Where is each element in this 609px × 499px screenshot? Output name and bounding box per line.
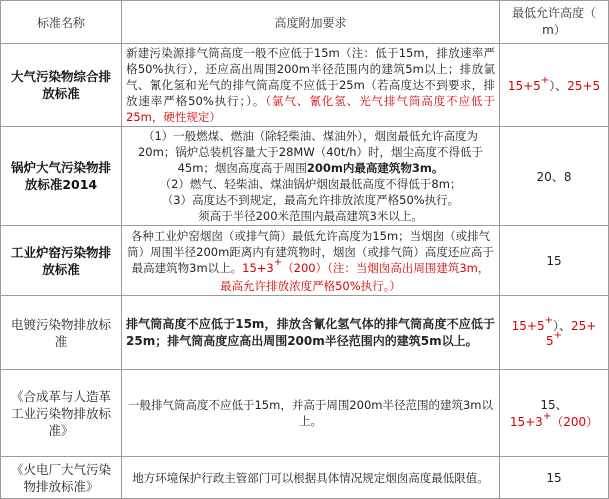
- requirement-text: 一般排气筒高度不应低于15m，并高于周围200m半径范围的建筑3m以上。: [122, 370, 500, 457]
- requirement-p1-bold: 200m内最高建筑物3m。: [306, 161, 444, 175]
- requirement-red-sup: +: [273, 256, 283, 268]
- value-b: （200）: [551, 415, 599, 429]
- value-prefix: 15、: [540, 398, 568, 412]
- min-height-value: [500, 296, 609, 370]
- requirement-text: 地方环境保护行政主管部门可以根据具体情况规定烟囱高度最低限值。: [122, 457, 500, 499]
- min-height-value: 15: [500, 457, 609, 499]
- requirement-p1: （1）一般燃煤、燃油（除轻柴油、煤油外），烟囱最低允许高度为20m；锅炉总装机容量大于28MW（40t/h）时，烟尘高度不得低于45m；烟囱高度高于周围: [137, 129, 484, 175]
- min-height-value: 20、8: [500, 127, 609, 226]
- requirement-p2: （2）燃气、轻柴油、煤油锅炉烟囱最低高度不得低于8m；: [159, 177, 462, 191]
- min-height-value: 15: [500, 226, 609, 296]
- header-min-height: [500, 1, 609, 44]
- table-row: [1, 44, 609, 127]
- standard-name: 《合成革与人造革工业污染物排放标准》: [1, 370, 122, 457]
- requirement-red-paren: （200）: [282, 260, 328, 275]
- standard-name: 大气污染物综合排放标准: [1, 44, 122, 127]
- requirement-text: [122, 226, 500, 296]
- value-a: 15+5: [511, 319, 545, 333]
- standard-name: 《火电厂大气污染物排放标准》: [1, 457, 122, 499]
- value-sep: ）、: [553, 319, 572, 333]
- requirement-text: [122, 44, 500, 127]
- value-a: 15+5: [507, 78, 541, 93]
- table-row: [1, 127, 609, 226]
- requirement-normal: 各种工业炉窑烟囱（或排气筒）最低允许高度为15m；当烟囱（或排气筒）周围半径200m距离内有建筑物时，烟囱（或排气筒）高度还应高于最高建筑物3m以上。: [127, 228, 494, 275]
- requirement-normal: 新建污染源排气筒高度一般不应低于15m（注：低于15m，排放速率严格50%执行），还应高出周围200m半径范围内的建筑5m以上；排放氯气、氰化氢和光气的排气筒高度不应低于25m（若高度达不到要求，排放速率严格50%执行；）。: [126, 46, 495, 108]
- header-requirement: 高度附加要求: [122, 1, 500, 44]
- min-height-value: [500, 370, 609, 457]
- requirement-red-note: （氯气、氰化氢、光气排气筒高度不应低于25m，硬性规定）: [126, 94, 495, 124]
- value-sup-c: +: [553, 330, 563, 341]
- value-sup-a: +: [544, 315, 553, 326]
- value-sup-a: +: [540, 74, 550, 86]
- header-row: [1, 1, 609, 44]
- value-sep: ）、: [549, 78, 568, 93]
- requirement-text: [122, 127, 500, 226]
- requirement-text: 排气筒高度不应低于15m，排放含氰化氢气体的排气筒高度不应低于25m；排气筒高度应高出周围200m半径范围内的建筑5m以上。: [122, 296, 500, 370]
- value-a: 15+3: [509, 415, 543, 429]
- min-height-value: [500, 44, 609, 127]
- header-min-height-line1: 最低允许高度（: [511, 6, 596, 20]
- value-c: 5: [545, 334, 554, 348]
- requirement-red-note: （注：当烟囱高出周围建筑3m，最高允许排放浓度严格50%执行。）: [220, 260, 490, 293]
- value-b: 25+5: [567, 78, 601, 93]
- standard-name: 锅炉大气污染物排放标准2014: [1, 127, 122, 226]
- standard-name: 电镀污染物排放标准: [1, 296, 122, 370]
- value-sup: +: [542, 411, 552, 422]
- requirement-p4: 须高于半径200米范围内最高建筑3米以上。: [198, 209, 423, 223]
- requirement-red-inline: 15+3: [242, 260, 274, 275]
- header-name: 标准名称: [1, 1, 122, 44]
- table-row: [1, 226, 609, 296]
- standard-name: 工业炉窑污染物排放标准: [1, 226, 122, 296]
- table-row: [1, 296, 609, 370]
- requirement-p3: （3）高度达不到规定，最高允许排放浓度严格50%执行。: [161, 193, 460, 207]
- header-min-height-line2: m）: [542, 23, 566, 37]
- table-row: [1, 457, 609, 499]
- value-b: 25+: [571, 319, 597, 333]
- table-row: [1, 370, 609, 457]
